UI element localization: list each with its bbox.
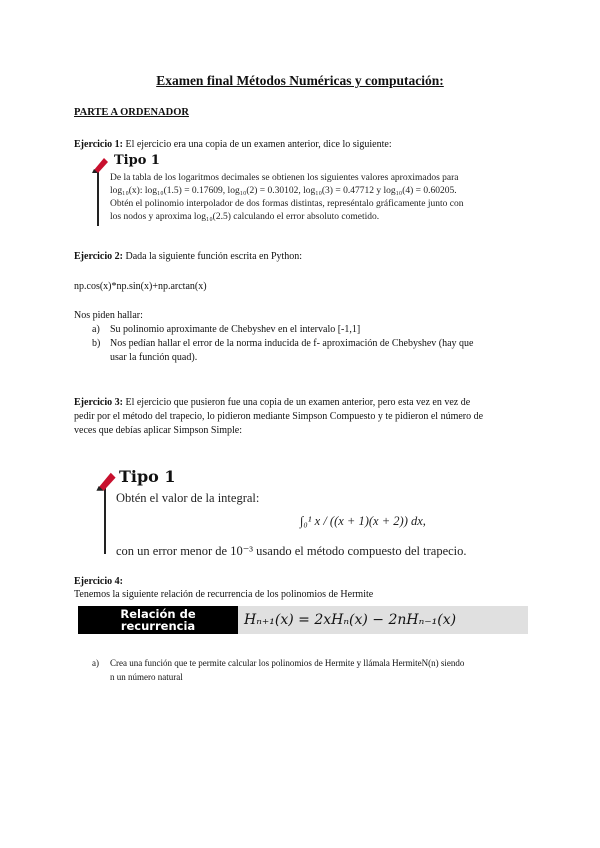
ej1-line-2: log₁₀(x): log₁₀(1.5) = 0.17609, log₁₀(2) = 0.30102, log₁₀(3) = 0.47712 y log₁₀(4) = 0.60205. bbox=[110, 186, 457, 196]
pencil-icon bbox=[90, 154, 110, 174]
ej4-item-a-marker: a) bbox=[92, 658, 99, 668]
ej1-statement bbox=[74, 138, 392, 151]
ej2-statement bbox=[74, 250, 302, 263]
ej2-item-a-text: Su polinomio aproximante de Chebyshev en el intervalo [-1,1] bbox=[110, 324, 361, 335]
ej3-statement-line-1 bbox=[74, 396, 470, 409]
ej1-line-3: Obtén el polinomio interpolador de dos formas distintas, represéntalo gráficamente junto con bbox=[110, 199, 464, 209]
ej3-statement-line-3: veces que debías aplicar Simpson Simple: bbox=[74, 425, 243, 436]
ej2-intro: Nos piden hallar: bbox=[74, 310, 143, 321]
section-heading: PARTE A ORDENADOR bbox=[74, 107, 189, 118]
ej2-item-b-text-cont: usar la función quad). bbox=[110, 352, 198, 363]
ej3-tipo-heading: Tipo 1 bbox=[119, 467, 176, 486]
ej1-line-4: los nodos y aproxima log₁₀(2.5) calculando el error absoluto cometido. bbox=[110, 212, 380, 222]
page-title: Examen final Métodos Numéricas y computación: bbox=[156, 73, 444, 88]
ej1-text: El ejercicio era una copia de un examen anterior, dice lo siguiente: bbox=[122, 139, 392, 150]
ej3-line-2: con un error menor de 10⁻³ usando el método compuesto del trapecio. bbox=[116, 544, 467, 558]
recurrence-label-line-2: recurrencia bbox=[120, 619, 196, 633]
ej4-item-a-text-cont: n un número natural bbox=[110, 672, 183, 682]
ej4-text: Tenemos la siguiente relación de recurrencia de los polinomios de Hermite bbox=[74, 589, 374, 600]
ej2-label: Ejercicio 2: bbox=[74, 251, 123, 262]
ej4-label-text: Ejercicio 4: bbox=[74, 576, 123, 587]
ej3-statement-line-2: pedir por el método del trapecio, lo pidieron mediante Simpson Compuesto y te pidieron el número de bbox=[74, 411, 484, 422]
ej3-text-1: El ejercicio que pusieron fue una copia de un examen anterior, pero esta vez en vez de bbox=[122, 397, 471, 408]
ej2-code: np.cos(x)*np.sin(x)+np.arctan(x) bbox=[74, 281, 207, 292]
pencil-icon bbox=[94, 468, 118, 492]
ej1-line-1: De la tabla de los logaritmos decimales se obtienen los siguientes valores aproximados para bbox=[110, 173, 459, 183]
ej1-label: Ejercicio 1: bbox=[74, 139, 123, 150]
ej3-line-1: Obtén el valor de la integral: bbox=[116, 491, 260, 505]
recurrence-label-line-1: Relación de bbox=[120, 607, 196, 621]
ej4-label bbox=[74, 575, 123, 588]
ej2-text: Dada la siguiente función escrita en Python: bbox=[122, 251, 303, 262]
ej1-tipo-heading: Tipo 1 bbox=[114, 153, 160, 168]
ej3-label: Ejercicio 3: bbox=[74, 397, 123, 408]
recurrence-label bbox=[78, 606, 238, 634]
ej3-excerpt-box bbox=[104, 488, 106, 554]
ej2-item-b-marker: b) bbox=[92, 338, 101, 349]
ej2-item-a-marker: a) bbox=[92, 324, 100, 335]
ej1-excerpt-box bbox=[97, 170, 99, 226]
ej3-integral: ∫₀¹ x / ((x + 1)(x + 2)) dx, bbox=[300, 514, 426, 528]
ej4-item-a-text: Crea una función que te permite calcular los polinomios de Hermite y llámala HermiteN(n) siendo bbox=[110, 658, 465, 668]
recurrence-formula: Hₙ₊₁(x) = 2xHₙ(x) − 2nHₙ₋₁(x) bbox=[238, 606, 528, 634]
ej2-item-b-text: Nos pedían hallar el error de la norma inducida de f- aproximación de Chebyshev (hay que bbox=[110, 338, 474, 349]
